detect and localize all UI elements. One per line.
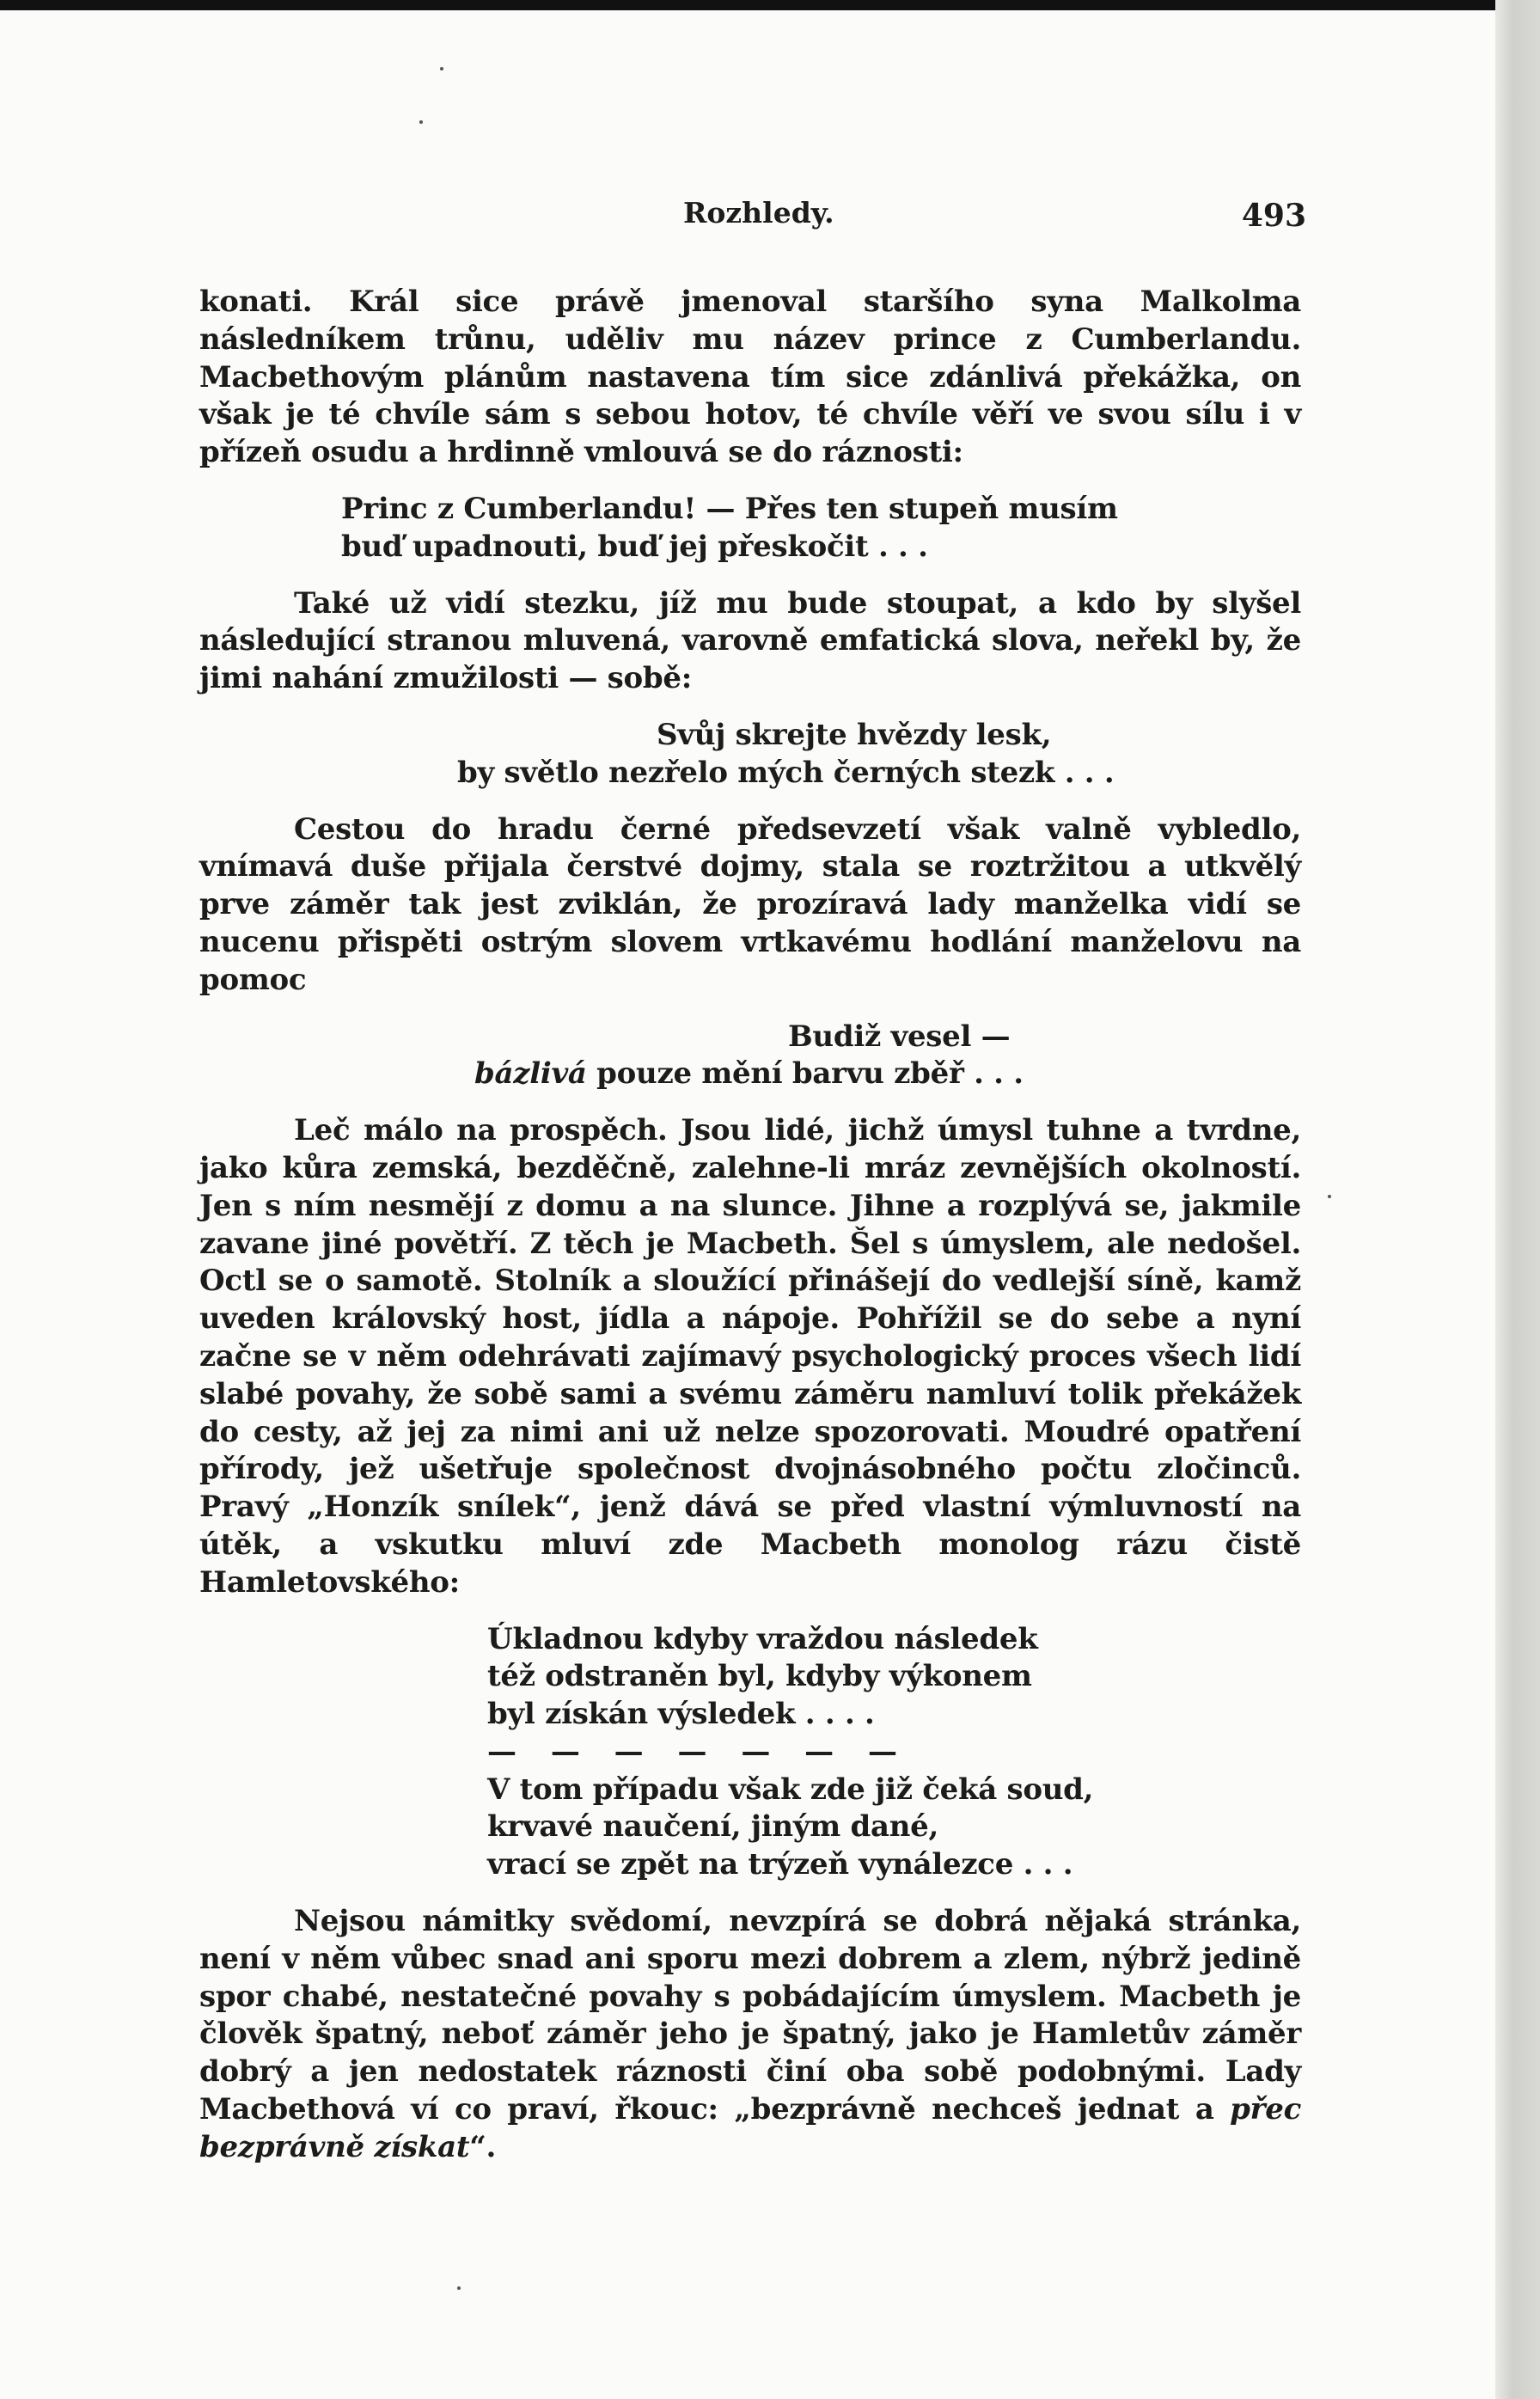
verse-line: buď upadnouti, buď jej přeskočit . . .	[341, 529, 928, 564]
verse-quote-4	[487, 1621, 1301, 1885]
verse-line: vrací se zpět na trýzeň vynálezce . . .	[487, 1847, 1073, 1882]
paragraph-5-end: “.	[469, 2129, 497, 2164]
scan-speck	[457, 2286, 461, 2290]
verse-line: Princ z Cumberlandu! — Přes ten stupeň musím	[341, 491, 1118, 526]
paragraph-3: Cestou do hradu černé předsevzetí však valně vybledlo, vnímavá duše přijala čerstvé dojmy, stala se roztržitou a utkvělý prve záměr tak jest zviklán, že prozíravá lady manželka vidí se nucenu přispěti ostrým slovem vrtkavému hodlání manželovu na pomoc	[199, 811, 1301, 997]
verse-line: by světlo nezřelo mých černých stezk . . .	[457, 755, 1115, 790]
paragraph-5-text: Nejsou námitky svědomí, nevzpírá se dobrá nějaká stránka, není v něm vůbec snad ani sporu mezi dobrem a zlem, nýbrž jedině spor chabé, nestatečné povahy s pobádajícím úmyslem. Macbeth je člověk špatný, neboť záměr jeho je špatný, jako je Hamletův záměr dobrý a jen nedostatek ráznosti činí oba sobě podobnými. Lady Macbethová ví co praví, řkouc: „bezprávně nechceš jednat a	[199, 1904, 1301, 2127]
running-head: Rozhledy.	[683, 196, 834, 229]
verse-italic: bázlivá	[474, 1056, 587, 1092]
verse-line: Úkladnou kdyby vraždou následek	[487, 1621, 1038, 1656]
scan-speck	[440, 67, 443, 70]
scan-edge-right	[1495, 0, 1540, 2399]
paragraph-1: konati. Král sice právě jmenoval staršího syna Malkolma následníkem trůnu, uděliv mu název prince z Cumberlandu. Macbethovým plánům nastavena tím sice zdánlivá překážka, on však je té chvíle sám s sebou hotov, té chvíle věří ve svou sílu i v přízeň osudu a hrdinně vmlouvá se do ráznosti:	[199, 285, 1301, 470]
verse-line: byl získán výsledek . . . .	[487, 1697, 875, 1732]
scan-speck	[419, 120, 423, 124]
verse-quote-2	[199, 717, 1301, 793]
verse-quote-3	[199, 1019, 1301, 1094]
page-number: 493	[1241, 198, 1306, 234]
scan-speck	[1328, 1195, 1331, 1198]
verse-line: V tom případu však zde již čeká soud,	[487, 1772, 1094, 1807]
verse-line: Svůj skrejte hvězdy lesk,	[657, 717, 1052, 752]
paragraph-5	[199, 1903, 1301, 2167]
page-header	[198, 193, 1306, 244]
paragraph-2: Také už vidí stezku, jíž mu bude stoupat, a kdo by slyšel následující stranou mluvená, varovně emfatická slova, neřekl by, že jimi nahání zmužilosti — sobě:	[199, 585, 1301, 696]
verse-line: též odstraněn byl, kdyby výkonem	[487, 1659, 1032, 1694]
verse-line: krvavé naučení, jiným dané,	[487, 1809, 938, 1845]
body-text	[199, 284, 1301, 2167]
paragraph-4: Leč málo na prospěch. Jsou lidé, jichž úmysl tuhne a tvrdne, jako kůra zemská, bezděčně, zalehne-li mráz zevnějších okolností. Jen s ním nesmějí z domu a na slunce. Jihne a rozplývá se, jakmile zavane jiné povětří. Z těch je Macbeth. Šel s úmyslem, ale nedošel. Octl se o samotě. Stolník a sloužící přinášejí do vedlejší síně, kamž uveden královský host, jídla a nápoje. Pohřížil se do sebe a nyní začne se v něm odehrávati zajímavý psychologický proces všech lidí slabé povahy, že sobě sami a svému záměru namluví tolik překážek do cesty, až jej za nimi ani už nelze spozorovati. Moudré opatření přírody, jež ušetřuje společnost dvojnásobného počtu zločinců. Pravý „Honzík snílek“, jenž dává se před vlastní výmluvností na útěk, a vskutku mluví zde Macbeth monolog rázu čistě Hamletovského:	[199, 1113, 1301, 1600]
verse-quote-1	[341, 491, 1301, 566]
verse-line: Budiž vesel —	[788, 1019, 1011, 1054]
scan-edge-top	[0, 0, 1540, 10]
verse-dash-separator: — — — — — — —	[487, 1734, 910, 1769]
paragraph-5-italic: přec bezprávně získat	[199, 2092, 1301, 2164]
verse-line	[474, 1056, 1301, 1093]
verse-rest: pouze mění barvu zběř . . .	[586, 1056, 1024, 1092]
